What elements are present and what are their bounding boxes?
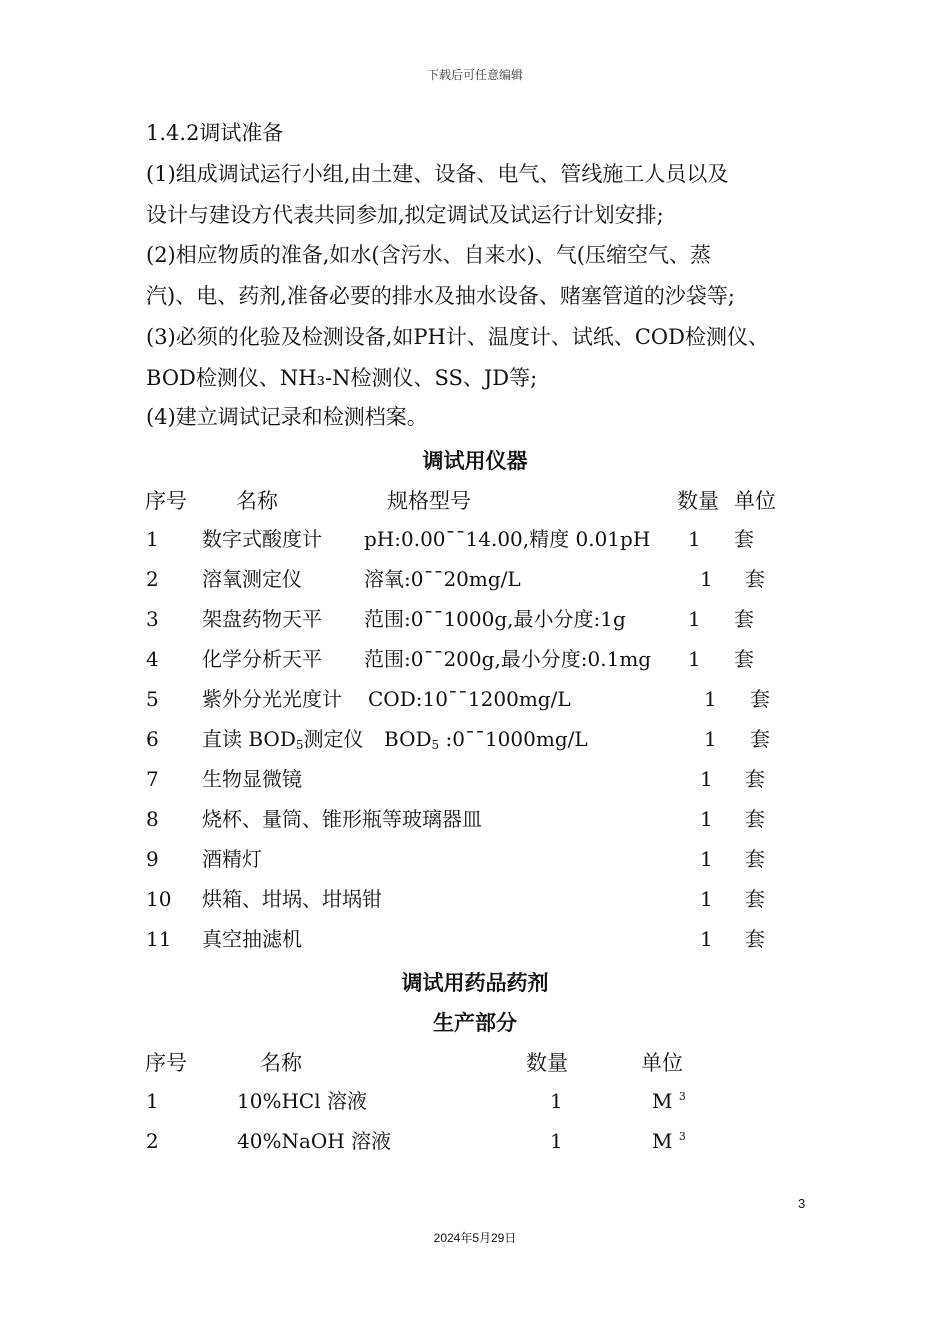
row-name: 化学分析天平: [202, 647, 322, 671]
paragraph-line: (2)相应物质的准备,如水(含污水、自来水)、气(压缩空气、蒸: [146, 243, 711, 267]
col-header-no: 序号: [145, 489, 187, 513]
row-name: 烘箱、坩埚、坩埚钳: [202, 887, 382, 911]
row-no: 9: [146, 847, 159, 871]
row-name-part: 测定仪: [303, 727, 364, 751]
subscript: 5: [431, 738, 440, 752]
row-qty: 1: [700, 847, 713, 871]
col-header-name: 名称: [260, 1051, 302, 1075]
reagents-subtitle: 生产部分: [433, 1011, 517, 1035]
unit-text: M: [652, 1129, 673, 1153]
row-unit: [652, 1088, 686, 1114]
paragraph-line: BOD检测仪、NH₃-N检测仪、SS、JD等;: [146, 366, 538, 390]
instruments-title: 调试用仪器: [422, 449, 528, 473]
paragraph-line: 设计与建设方代表共同参加,拟定调试及试运行计划安排;: [146, 203, 664, 227]
row-unit: 套: [745, 767, 765, 791]
row-qty: 1: [700, 807, 713, 831]
col-header-unit: 单位: [641, 1051, 683, 1075]
row-qty: 1: [688, 647, 701, 671]
row-unit: 套: [750, 687, 770, 711]
col-header-no: 序号: [145, 1051, 187, 1075]
row-name: 生物显微镜: [202, 767, 302, 791]
superscript: 3: [678, 1130, 686, 1143]
paragraph-line: (4)建立调试记录和检测档案。: [146, 405, 428, 429]
row-spec-part: :0¯¯1000mg/L: [439, 727, 588, 751]
row-spec: 范围:0¯¯200g,最小分度:0.1mg: [364, 647, 652, 671]
col-header-spec: 规格型号: [387, 489, 471, 513]
row-no: 1: [146, 1089, 159, 1113]
col-header-qty: 数量: [526, 1051, 568, 1075]
row-name: 烧杯、量筒、锥形瓶等玻璃器皿: [202, 807, 482, 831]
row-qty: 1: [700, 887, 713, 911]
row-name: 架盘药物天平: [202, 607, 322, 631]
row-unit: 套: [734, 527, 754, 551]
row-no: 11: [146, 927, 172, 951]
row-unit: 套: [745, 807, 765, 831]
section-title: 1.4.2调试准备: [146, 121, 284, 145]
row-name: 酒精灯: [202, 847, 262, 871]
row-qty: 1: [688, 527, 701, 551]
row-no: 4: [146, 647, 159, 671]
page-number: 3: [798, 1196, 806, 1211]
row-spec: [384, 726, 588, 752]
row-no: 10: [146, 887, 172, 911]
row-no: 8: [146, 807, 159, 831]
row-unit: 套: [750, 727, 770, 751]
row-spec-part: BOD: [384, 727, 432, 751]
row-qty: 1: [700, 567, 713, 591]
row-no: 5: [146, 687, 159, 711]
row-no: 3: [146, 607, 159, 631]
row-spec: pH:0.00¯¯14.00,精度 0.01pH: [364, 527, 651, 551]
row-unit: 套: [745, 567, 765, 591]
row-name: 溶氧测定仪: [202, 567, 302, 591]
paragraph-line: (3)必须的化验及检测设备,如PH计、温度计、试纸、COD检测仪、: [146, 325, 769, 349]
row-no: 7: [146, 767, 159, 791]
row-name: 数字式酸度计: [202, 527, 322, 551]
superscript: 3: [678, 1090, 686, 1103]
row-qty: 1: [550, 1129, 563, 1153]
row-spec: 范围:0¯¯1000g,最小分度:1g: [364, 607, 626, 631]
row-name: [202, 726, 364, 752]
row-qty: 1: [704, 687, 717, 711]
row-no: 6: [146, 727, 159, 751]
reagents-title: 调试用药品药剂: [401, 971, 549, 995]
row-unit: 套: [745, 887, 765, 911]
row-name: 40%NaOH 溶液: [237, 1129, 392, 1153]
row-qty: 1: [704, 727, 717, 751]
row-qty: 1: [550, 1089, 563, 1113]
paragraph-line: (1)组成调试运行小组,由土建、设备、电气、管线施工人员以及: [146, 162, 729, 186]
col-header-unit: 单位: [734, 489, 776, 513]
page-header: 下载后可任意编辑: [426, 68, 523, 82]
row-name: 真空抽滤机: [202, 927, 302, 951]
subscript: 5: [295, 738, 304, 752]
row-unit: 套: [745, 847, 765, 871]
row-spec: COD:10¯¯1200mg/L: [368, 687, 571, 711]
row-qty: 1: [700, 767, 713, 791]
row-unit: [652, 1128, 686, 1154]
row-unit: 套: [734, 607, 754, 631]
unit-text: M: [652, 1089, 673, 1113]
row-unit: 套: [734, 647, 754, 671]
row-no: 2: [146, 567, 159, 591]
col-header-qty: 数量: [677, 489, 719, 513]
paragraph-line: 汽)、电、药剂,准备必要的排水及抽水设备、赌塞管道的沙袋等;: [146, 284, 735, 308]
row-no: 1: [146, 527, 159, 551]
row-name-part: 直读 BOD: [202, 727, 296, 751]
row-no: 2: [146, 1129, 159, 1153]
col-header-name: 名称: [236, 489, 278, 513]
row-name: 紫外分光光度计: [202, 687, 342, 711]
row-spec: 溶氧:0¯¯20mg/L: [364, 567, 521, 591]
row-qty: 1: [700, 927, 713, 951]
row-name: 10%HCl 溶液: [237, 1089, 367, 1113]
footer-date: 2024年5月29日: [433, 1231, 517, 1245]
row-qty: 1: [688, 607, 701, 631]
row-unit: 套: [745, 927, 765, 951]
